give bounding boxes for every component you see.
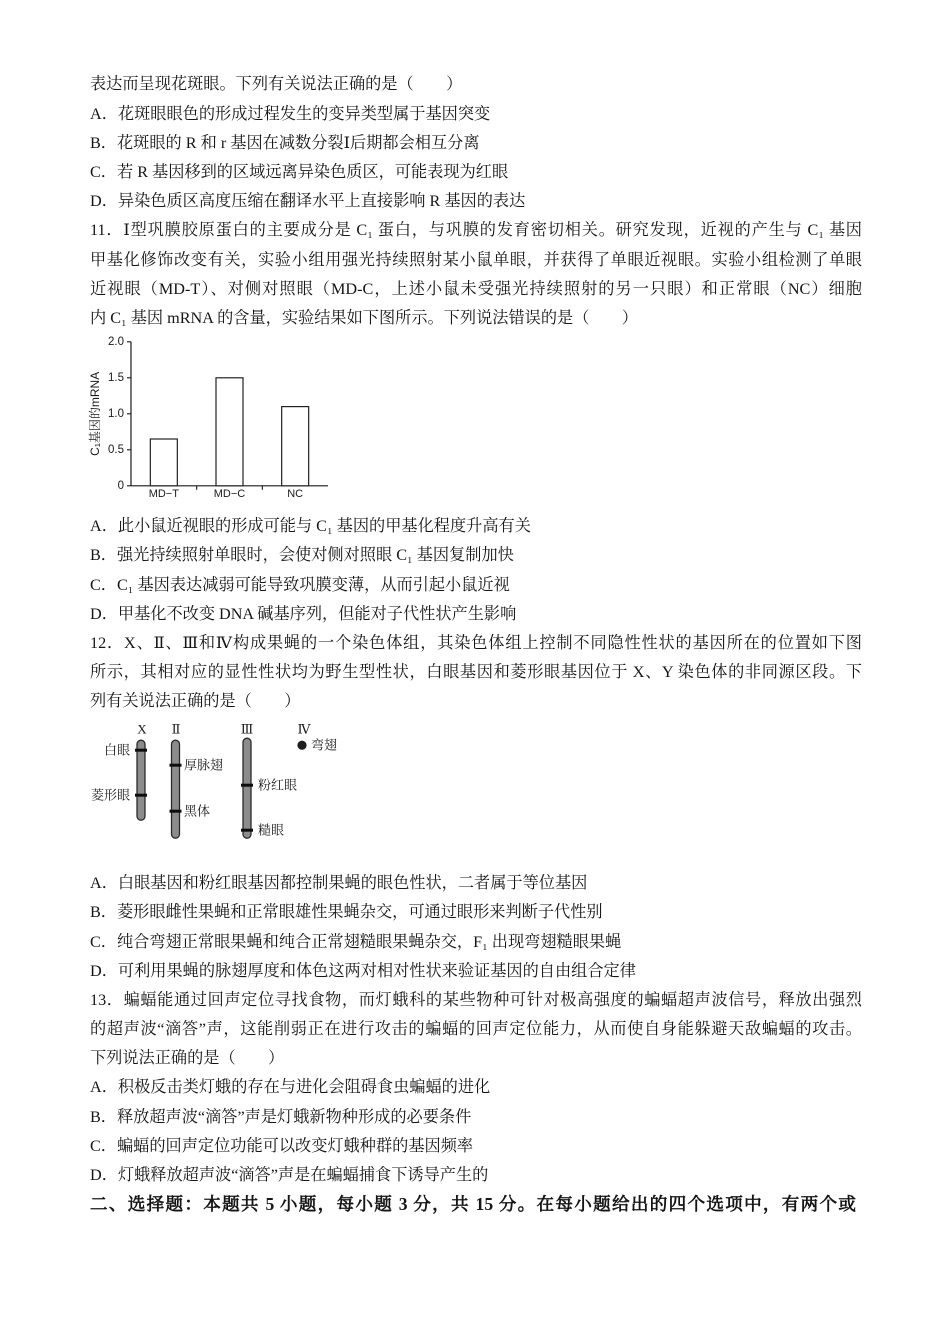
chromosome-x-name: X: [137, 721, 147, 737]
gene-label-pink-eye: 粉红眼: [258, 777, 298, 793]
chromosome-2-name: Ⅱ: [171, 721, 181, 737]
chromosome-x: [137, 740, 145, 820]
gene-label-black-body: 黑体: [184, 803, 211, 819]
gene-label-bent-wing: 弯翅: [311, 737, 338, 753]
chromosome-4-name: Ⅳ: [297, 721, 311, 737]
q13-option-d: D．灯蛾释放超声波“滴答”声是在蝙蝠捕食下诱导产生的: [90, 1166, 489, 1185]
chromosome-3: [243, 738, 251, 838]
chromosome-3-name: Ⅲ: [240, 721, 254, 737]
q10-option-d: D．异染色质区高度压缩在翻译水平上直接影响 R 基因的表达: [90, 192, 526, 211]
y-tick-label: 1.5: [108, 371, 124, 384]
chromosome-diagram: [80, 717, 360, 869]
q11-option-d: D．甲基化不改变 DNA 碱基序列，但能对子代性状产生影响: [90, 604, 517, 623]
q11-option-a: A．此小鼠近视眼的形成可能与 C₁ 基因的甲基化程度升高有关: [90, 517, 531, 536]
q11-option-c: C．C₁ 基因表达减弱可能导致巩膜变薄，从而引起小鼠近视: [90, 575, 510, 594]
y-tick-label: 0: [117, 479, 124, 492]
q10-option-a: A．花斑眼眼色的形成过程发生的变异类型属于基因突变: [90, 104, 491, 123]
q12-stem-line: 所示，其相对应的显性性状均为野生型性状，白眼基因和菱形眼基因位于 X、Y 染色体的非同源区段。下: [90, 663, 862, 682]
y-tick-label: 1.0: [108, 407, 124, 420]
q13-stem-line: 的超声波“滴答”声，这能削弱正在进行攻击的蝙蝠的回声定位能力，从而使自身能躲避天敌蝙蝠的攻击。: [90, 1020, 862, 1039]
question-12: [0, 629, 950, 986]
q10-stem-line: 表达而呈现花斑眼。下列有关说法正确的是（ ）: [90, 75, 463, 94]
chromosome-2: [172, 740, 180, 838]
gene-locus-band: [241, 783, 253, 786]
x-tick-label: MD−T: [148, 487, 179, 500]
gene-label-bar-eye: 菱形眼: [90, 787, 130, 803]
q13-stem-line: 13．蝙蝠能通过回声定位寻找食物，而灯蛾科的某些物种可针对极高强度的蝙蝠超声波信号，释放出强烈: [90, 990, 862, 1009]
q12-option-c: C．纯合弯翅正常眼果蝇和纯合正常翅糙眼果蝇杂交，F₁ 出现弯翅糙眼果蝇: [90, 932, 622, 951]
q13-stem-line: 下列说法正确的是（ ）: [90, 1049, 285, 1068]
y-tick-label: 2.0: [108, 335, 124, 348]
mrna-bar-chart: [0, 333, 950, 512]
question-11: [0, 216, 950, 629]
q13-option-c: C．蝙蝠的回声定位功能可以改变灯蛾种群的基因频率: [90, 1136, 474, 1155]
gene-locus-band: [241, 828, 253, 831]
q12-option-b: B．菱形眼雌性果蝇和正常眼雄性果蝇杂交，可通过眼形来判断子代性别: [90, 903, 603, 922]
question-10-tail: [0, 70, 950, 216]
x-tick-label: NC: [287, 487, 304, 500]
chromosome-4: [297, 740, 306, 749]
gene-label-thick-vein: 厚脉翅: [184, 757, 224, 773]
y-axis-label: C₁基因的mRNA: [88, 371, 102, 456]
chromosome-figure: [0, 717, 950, 870]
q11-stem-line: 甲基化修饰改变有关，实验小组用强光持续照射某小鼠单眼，并获得了单眼近视眼。实验小组检测了单眼: [90, 250, 862, 269]
q11-stem-line: 内 C₁ 基因 mRNA 的含量，实验结果如下图所示。下列说法错误的是（ ）: [90, 308, 638, 327]
gene-locus-band: [170, 763, 182, 766]
q13-option-b: B．释放超声波“滴答”声是灯蛾新物种形成的必要条件: [90, 1107, 472, 1126]
q11-stem-line: 11．Ⅰ型巩膜胶原蛋白的主要成分是 C₁ 蛋白，与巩膜的发育密切相关。研究发现，近视的产生与 C₁ 基因: [90, 221, 862, 240]
gene-locus-band: [135, 793, 147, 796]
q11-stem-line: 近视眼（MD-T）、对侧对照眼（MD-C，上述小鼠未受强光持续照射的另一只眼）和正常眼（NC）细胞: [90, 279, 862, 298]
chart-canvas: [60, 333, 360, 513]
y-tick-label: 0.5: [108, 443, 124, 456]
bar-md-t: [150, 439, 177, 486]
q12-option-d: D．可利用果蝇的脉翅厚度和体色这两对相对性状来验证基因的自由组合定律: [90, 961, 636, 980]
q12-option-a: A．白眼基因和粉红眼基因都控制果蝇的眼色性状，二者属于等位基因: [90, 874, 588, 893]
gene-locus-band: [135, 748, 147, 751]
q12-stem-line: 12．X、Ⅱ、Ⅲ和Ⅳ构成果蝇的一个染色体组，其染色体组上控制不同隐性性状的基因所在的位置如下图: [90, 634, 862, 653]
q11-option-b: B．强光持续照射单眼时，会使对侧对照眼 C₁ 基因复制加快: [90, 546, 514, 565]
section-heading: 二、选择题：本题共 5 小题，每小题 3 分，共 15 分。在每小题给出的四个选项中，有两个或: [90, 1194, 856, 1215]
q10-option-c: C．若 R 基因移到的区域远离异染色质区，可能表现为红眼: [90, 162, 509, 181]
gene-label-rough-eye: 糙眼: [258, 822, 285, 838]
bar-md-c: [216, 378, 243, 486]
bar-nc: [282, 407, 309, 486]
question-13: [0, 986, 950, 1190]
q13-option-a: A．积极反击类灯蛾的存在与进化会阻碍食虫蝙蝠的进化: [90, 1078, 491, 1097]
gene-locus-band: [170, 809, 182, 812]
gene-label-white-eye: 白眼: [103, 742, 130, 758]
x-tick-label: MD−C: [213, 487, 246, 500]
q12-stem-line: 列有关说法正确的是（ ）: [90, 692, 301, 711]
q10-option-b: B．花斑眼的 R 和 r 基因在减数分裂Ⅰ后期都会相互分离: [90, 133, 480, 152]
